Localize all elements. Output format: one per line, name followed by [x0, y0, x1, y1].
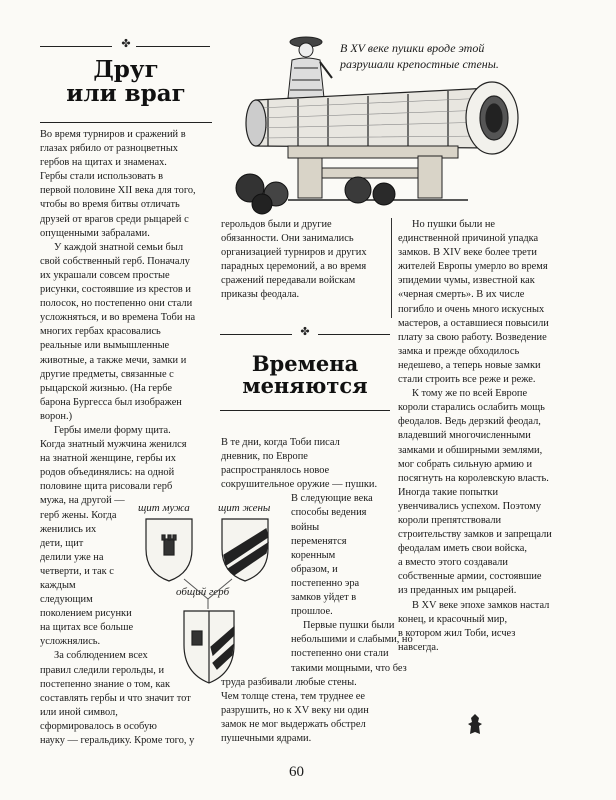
cannon-barrel — [246, 82, 518, 154]
text-line: Но пушки были не — [412, 219, 496, 230]
text-line: пушечными ядрами. — [221, 732, 312, 744]
text-line: В XV веке эпохе замков настал — [412, 599, 550, 611]
text-line: жителей Европы умерло во время — [398, 261, 548, 273]
text-line: женились их — [40, 523, 97, 535]
text-line: обязанности. Они занимались — [221, 233, 354, 245]
heading-rule-bottom — [40, 122, 212, 123]
text-line: на щитах все больше — [40, 622, 134, 634]
text-line: четверти, и так с — [40, 565, 114, 577]
text-line: половине щита рисовали герб — [40, 481, 173, 493]
text-line: замка и прежде обходилось — [398, 345, 520, 357]
text-line: собственные армии, состоявшие — [398, 571, 542, 583]
text-line: другие предметы, связанные с — [40, 368, 174, 380]
text-line: или иной символ, — [40, 706, 118, 718]
text-line: владевший многочисленными — [398, 430, 531, 442]
text-line: такими мощными, что без — [291, 662, 407, 674]
page-number: 60 — [289, 764, 304, 780]
text-line: усложняться, и во времена Тоби на — [40, 312, 196, 324]
text-line: постепенно они стали — [291, 648, 389, 660]
text-line: родов объединялись: на одной — [40, 467, 175, 479]
text-line: многих гербах красовались — [40, 326, 161, 338]
text-line: следующим — [40, 594, 93, 606]
text-line: В те дни, когда Тоби писал — [221, 437, 340, 448]
text-line: увенчивались успехом. Поэтому — [398, 500, 542, 512]
text-line: К тому же по всей Европе — [412, 388, 528, 400]
section-title-friend-or-foe — [40, 58, 212, 106]
text-line: короли старались ослабить мощь — [398, 402, 545, 414]
text-line: сокрушительное оружие — пушки. — [221, 479, 378, 491]
shields-illustration — [140, 515, 280, 695]
column-divider-top — [391, 218, 392, 318]
text-line: свой собственный герб. Поначалу — [40, 255, 190, 267]
text-line: а вместо этого создавали — [398, 557, 508, 569]
text-line: коренным — [291, 549, 336, 561]
text-line: строительству замков и запрещали — [398, 529, 552, 541]
text-line: парадных церемоний, а во время — [221, 261, 367, 273]
text-line: войны — [291, 521, 320, 533]
text-line: переменятся — [291, 535, 347, 547]
shield-wife-label: щит жены — [218, 502, 271, 514]
heading-rule-right — [318, 334, 390, 335]
text-line: эпидемии чумы, известной как — [398, 275, 535, 287]
soldier-figure — [288, 37, 332, 98]
text-line: сражений передавали войскам — [221, 275, 356, 287]
text-line: образом, и — [291, 563, 338, 575]
heading-rule-left — [220, 334, 292, 335]
shield-husband-label: щит мужа — [138, 502, 190, 514]
cannon-caption: В XV веке пушки вроде этой разрушали крепостные стены. — [340, 41, 499, 71]
text-line: недешево, а теперь новые замки — [398, 359, 541, 371]
text-line: У каждой знатной семьи был — [54, 241, 184, 253]
text-line: замками и обширными землями, — [398, 444, 543, 456]
knight-ornament-icon — [465, 712, 485, 736]
text-line: мастеров, а оставшиеся повысили — [398, 317, 549, 329]
text-line: посягнуть на королевскую власть. — [398, 472, 549, 484]
text-line: герольдов были и другие — [221, 219, 332, 230]
text-line: замков. В XIV веке более трети — [398, 247, 537, 259]
text-line: в котором жил Тоби, исчез — [398, 627, 516, 639]
text-line: феодалам иметь свои войска, — [398, 543, 527, 555]
text-line: разрушить, но к XV веку ни один — [221, 704, 369, 716]
text-line: За соблюдением всех — [54, 650, 148, 662]
heading-rule-left — [40, 46, 112, 47]
text-line: барона Бургесса был изображен — [40, 396, 182, 408]
text-line: плату за свою работу. Возведение — [398, 331, 547, 343]
text-line: распространялось новое — [221, 465, 330, 477]
title-line-1: Времена — [251, 351, 359, 376]
text-line: Чем толще стена, тем труднее ее — [221, 690, 366, 702]
text-line: правил следили герольды, и — [40, 664, 165, 676]
text-line: единственной причиной упадка — [398, 233, 539, 245]
fleur-ornament-icon: ✤ — [121, 37, 131, 50]
text-line: Гербы стали использовать в — [40, 171, 164, 183]
text-line: рыцарской жизнью. (На гербе — [40, 382, 172, 394]
text-line: способы ведения — [291, 507, 367, 519]
text-line: навсегда. — [398, 641, 439, 653]
text-line: труда разбивали любые стены. — [221, 676, 357, 688]
text-line: постепенно знание о том, как — [40, 678, 170, 690]
text-line: Иногда такие попытки — [398, 486, 499, 498]
text-line: короли препятствовали — [398, 514, 502, 526]
text-line: конец, и красочный мир, — [398, 613, 508, 625]
text-line: постепенно эра — [291, 577, 360, 589]
text-line: Первые пушки были — [303, 620, 395, 632]
text-line: замок не мог выдержать обстрел — [221, 718, 366, 730]
fleur-ornament-icon: ✤ — [300, 325, 310, 338]
text-line: ворон.) — [40, 410, 73, 422]
text-line: полосок, но постепенно они стали — [40, 298, 193, 310]
text-line: организацией турниров и других — [221, 247, 367, 259]
wife-shield-icon — [222, 519, 268, 581]
text-line: Когда знатный мужчина женился — [40, 439, 187, 451]
text-line: Во время турниров и сражений в — [40, 129, 186, 140]
text-line: делили уже на — [40, 551, 104, 563]
text-line: каждым — [40, 580, 76, 591]
text-line: реальные или вымышленные — [40, 340, 170, 352]
text-line: «черная смерть». В их числе — [398, 289, 525, 301]
text-line: на знатной женщине, гербы их — [40, 453, 176, 465]
text-line: гербов на щитах и знаменах. — [40, 157, 167, 169]
text-line: друзей от врагов среди рыцарей с — [40, 213, 189, 225]
text-line: из преданных им рыцарей. — [398, 585, 517, 597]
text-line: дневник, по Европе — [221, 451, 308, 463]
text-line: глазах рябило от разноцветных — [40, 143, 178, 155]
heading-rule-right — [136, 46, 210, 47]
text-line: чтобы во время битвы отличать — [40, 199, 180, 211]
heading-rule-bottom — [220, 410, 390, 411]
text-line: мог собрать сильную армию и — [398, 458, 533, 470]
common-shield-icon — [184, 611, 234, 683]
text-line: науку — геральдику. Кроме того, у — [40, 735, 195, 747]
title-line-1: Друг — [93, 56, 159, 83]
text-line: дети, щит — [40, 537, 84, 549]
husband-shield-icon — [146, 519, 192, 581]
column-3-text — [398, 218, 552, 655]
title-line-2: меняются — [242, 373, 368, 399]
text-line: В следующие века — [291, 493, 373, 505]
text-line: их украшали совсем простые — [40, 269, 170, 281]
text-line: рисунки, состоявшие из крестов и — [40, 284, 191, 296]
connector-lines — [184, 579, 232, 609]
shield-common-label: общий герб — [176, 586, 230, 598]
text-line: погибло и очень много искусных — [398, 303, 545, 315]
text-line: составлять гербы и что значит тот — [40, 692, 191, 704]
text-line: опущенными забралами. — [40, 227, 150, 239]
column-2-top-text — [221, 218, 367, 303]
text-line: замков уйдет в — [291, 592, 357, 604]
text-line: небольшими и слабыми, но — [291, 634, 413, 646]
text-line: усложнялись. — [40, 636, 101, 648]
section-title-times-change — [220, 353, 390, 397]
text-line: поколением рисунки — [40, 608, 132, 620]
text-line: герб жены. Когда — [40, 509, 117, 521]
text-line: мужа, на другой — — [40, 495, 125, 507]
text-line: первой половине XII века для того, — [40, 185, 196, 197]
title-line-2: или враг — [66, 80, 186, 108]
text-line: стали строить все реже и реже. — [398, 374, 536, 386]
text-line: животные, а также мечи, замки и — [40, 354, 187, 366]
text-line: сформировалось в особую — [40, 720, 157, 732]
text-line: прошлое. — [291, 606, 333, 618]
text-line: Гербы имели форму щита. — [54, 424, 171, 436]
text-line: феодалов. Ведь дерзкий феодал, — [398, 416, 541, 428]
text-line: приказы феодала. — [221, 289, 300, 301]
